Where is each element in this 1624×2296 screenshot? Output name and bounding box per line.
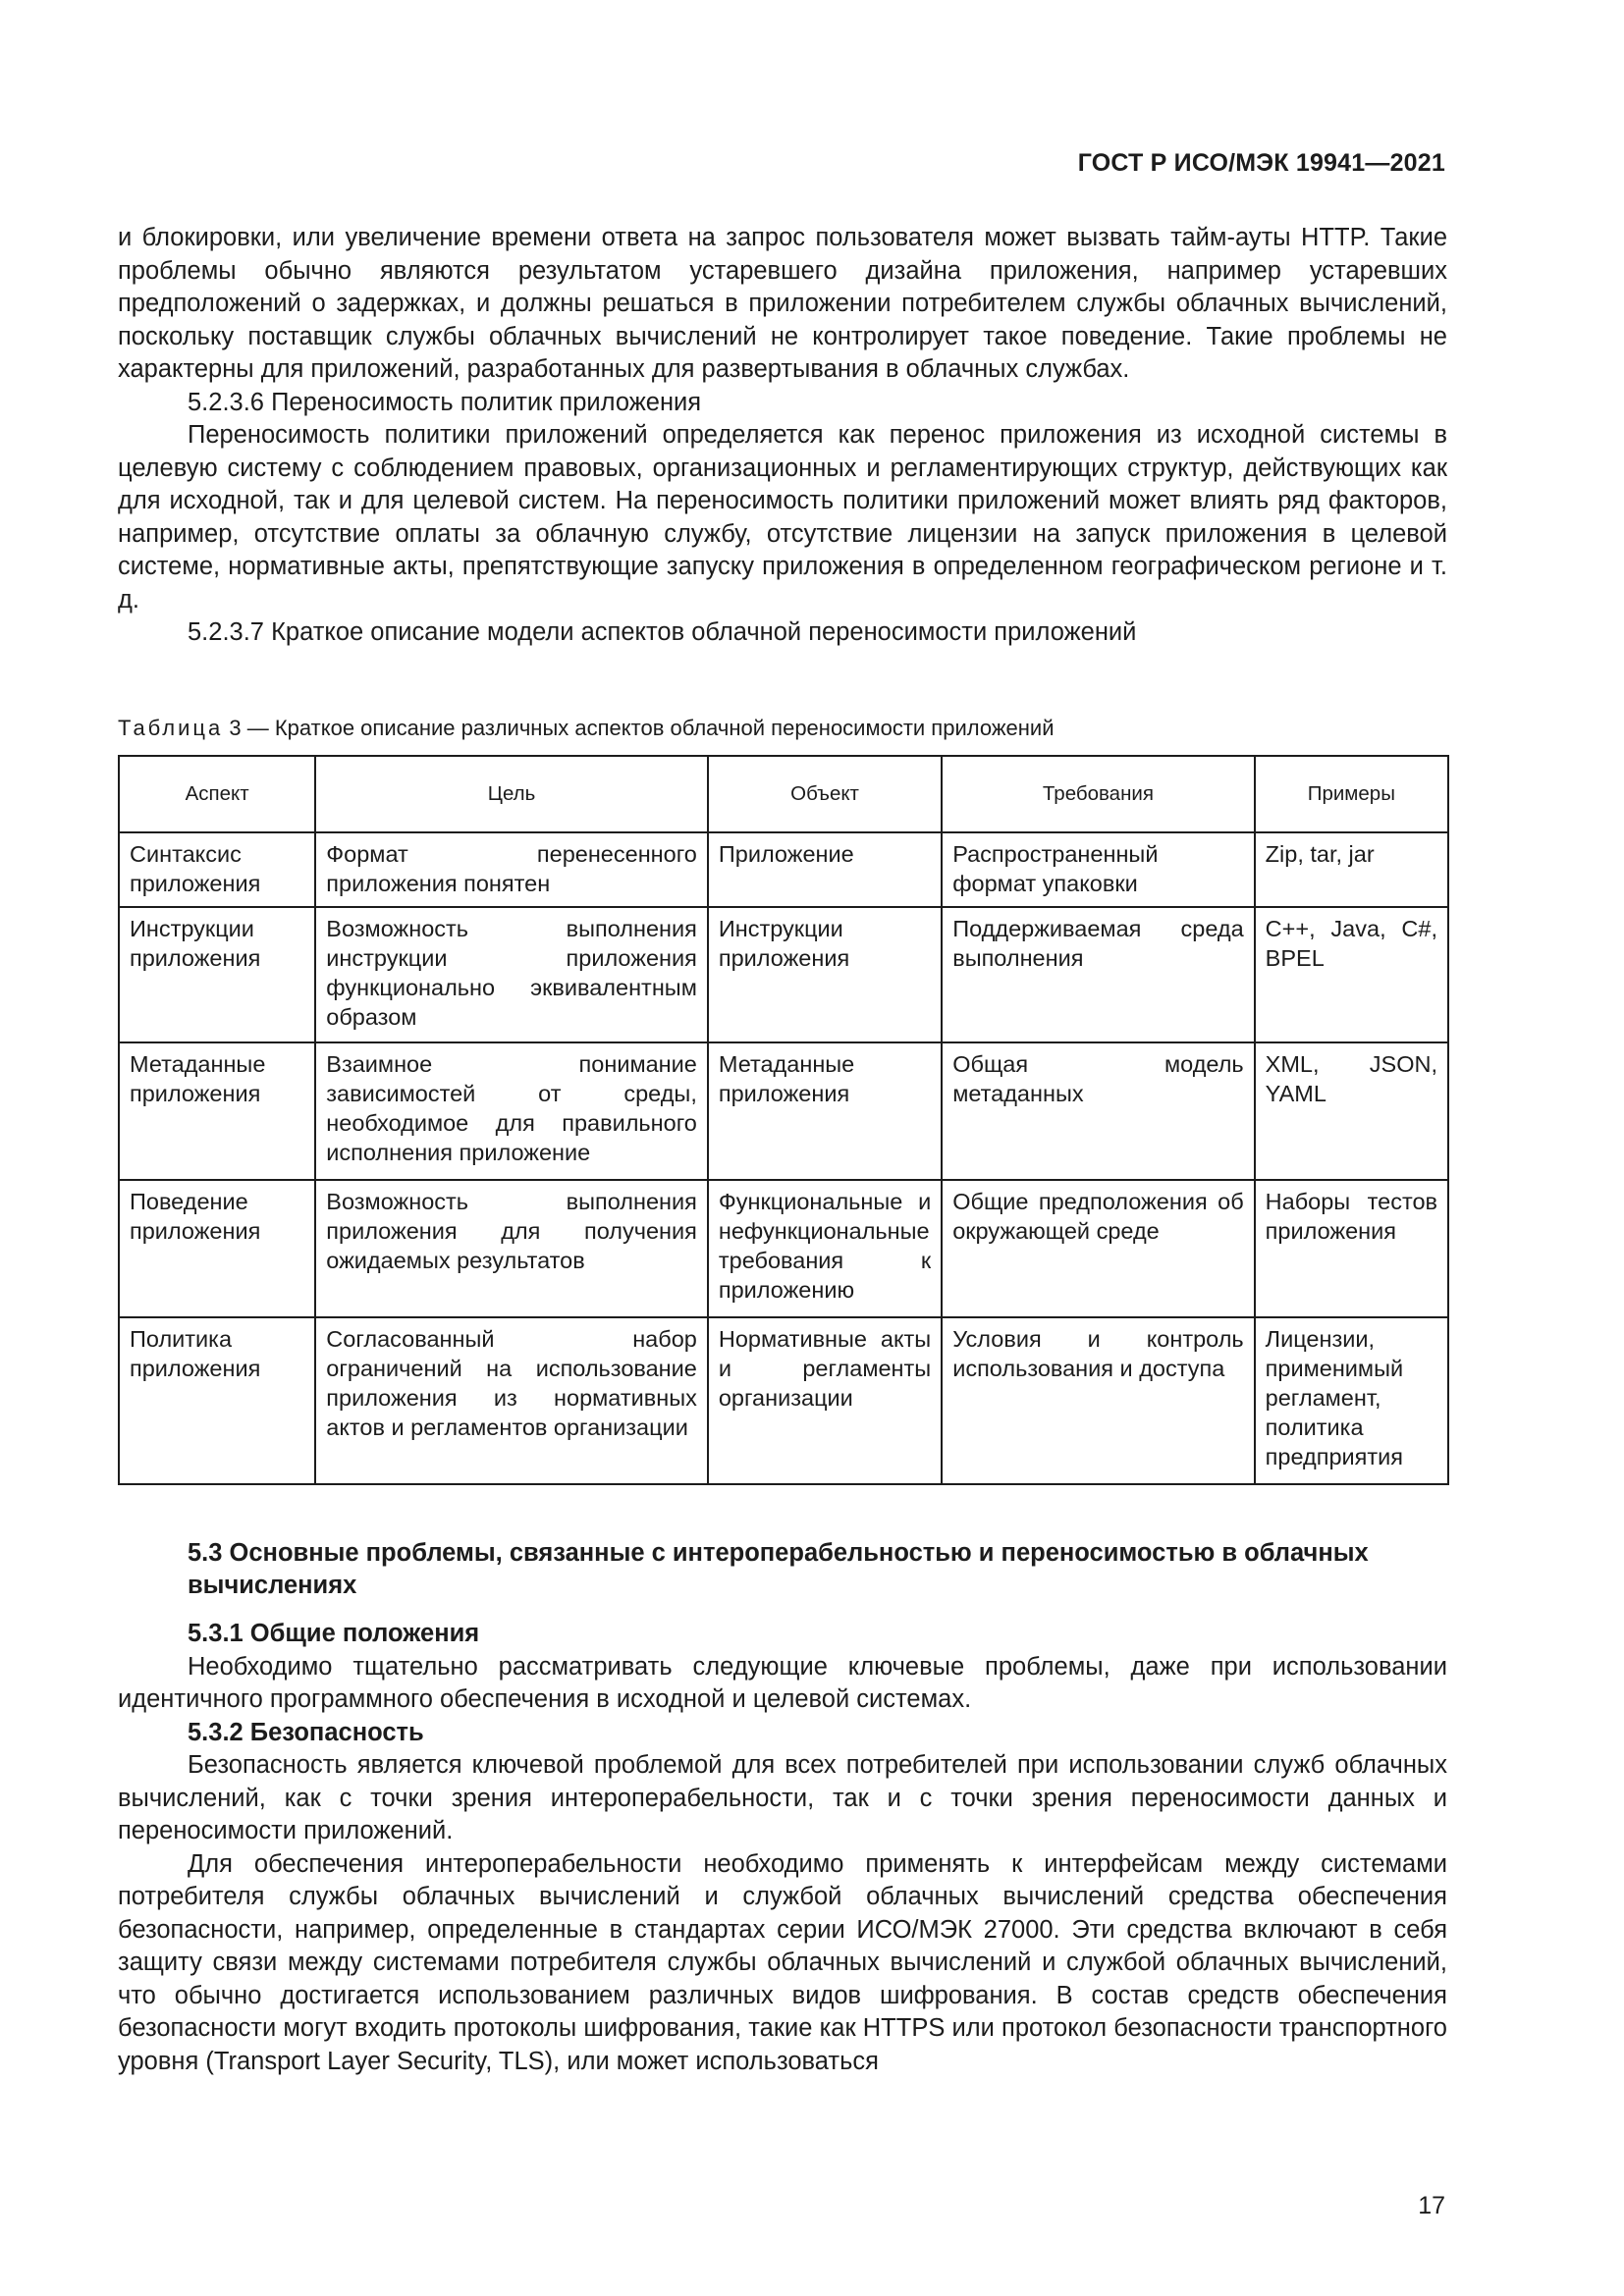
page-number: 17: [1418, 2192, 1445, 2219]
table-cell: Лицензии, применимый регламент, политика предприятия: [1255, 1317, 1448, 1484]
table-cell: Возможность выполнения инструкции приложения функционально эквивалентным образом: [315, 907, 708, 1042]
table-cell: Функциональные и нефункциональные требования к приложению: [708, 1180, 942, 1317]
table-cell: Метаданные приложения: [708, 1042, 942, 1180]
table-cell: Общие предположения об окружающей среде: [942, 1180, 1254, 1317]
table-cell: Взаимное понимание зависимостей от среды, необходимое для правильного исполнения приложение: [315, 1042, 708, 1180]
table-row: [119, 1180, 1448, 1317]
table-cell: Наборы тестов приложения: [1255, 1180, 1448, 1317]
table-cell: Синтаксис приложения: [119, 832, 315, 907]
table-cell: Метаданные приложения: [119, 1042, 315, 1180]
aspects-table: [118, 755, 1449, 1485]
table-cell: Согласованный набор ограничений на использование приложения из нормативных актов и регламентов организации: [315, 1317, 708, 1484]
paragraph: Безопасность является ключевой проблемой для всех потребителей при использовании служб облачных вычислений, как с точки зрения интероперабельности, так и с точки зрения переносимости данных и переносимости приложений.: [118, 1751, 1447, 1844]
document-header: ГОСТ Р ИСО/МЭК 19941—2021: [1077, 149, 1445, 177]
paragraph: Для обеспечения интероперабельности необходимо применять к интерфейсам между системами потребителя службы облачных вычислений и службой облачных вычислений средства обеспечения безопасности, например, определенные в стандартах серии ИСО/МЭК 27000. Эти средства включают в себя защиту связи между системами потребителя службы облачных вычислений и службой облачных вычислений, что обычно достигается использованием различных видов шифрования. В состав средств обеспечения безопасности могут входить протоколы шифрования, такие как HTTPS или протокол безопасности транспортного уровня (Transport Layer Security, TLS), или может использоваться: [118, 1849, 1447, 2075]
table-cell: Условия и контроль использования и доступа: [942, 1317, 1254, 1484]
table-cell: Инструкции приложения: [708, 907, 942, 1042]
table-row: [119, 1042, 1448, 1180]
table-cell: Политика приложения: [119, 1317, 315, 1484]
table-row: [119, 907, 1448, 1042]
table-cell: Приложение: [708, 832, 942, 907]
table-cell: C++, Java, C#, BPEL: [1255, 907, 1448, 1042]
table-cell: Поведение приложения: [119, 1180, 315, 1317]
body-text-bottom: [118, 1618, 1447, 2078]
subsection-heading: 5.2.3.6 Переносимость политик приложения: [188, 388, 702, 416]
table-cell: Общая модель метаданных: [942, 1042, 1254, 1180]
table-cell: XML, JSON, YAML: [1255, 1042, 1448, 1180]
table-cell: Возможность выполнения приложения для получения ожидаемых результатов: [315, 1180, 708, 1317]
table-header-row: [119, 756, 1448, 832]
table-row: [119, 832, 1448, 907]
table-cell: Инструкции приложения: [119, 907, 315, 1042]
table-cell: Поддерживаемая среда выполнения: [942, 907, 1254, 1042]
column-header: Объект: [708, 756, 942, 832]
column-header: Аспект: [119, 756, 315, 832]
table-cell: Нормативные акты и регламенты организации: [708, 1317, 942, 1484]
paragraph: Переносимость политики приложений определяется как перенос приложения из исходной системы в целевую систему с соблюдением правовых, организационных и регламентирующих структур, действующих как для исходной, так и для целевой систем. На переносимость политики приложений может влиять ряд факторов, например, отсутствие оплаты за облачную службу, отсутствие лицензии на запуск приложения в целевой системе, нормативные акты, препятствующие запуску приложения в определенном географическом регионе и т. д.: [118, 421, 1447, 614]
column-header: Примеры: [1255, 756, 1448, 832]
table-row: [119, 1317, 1448, 1484]
table-cell: Формат перенесенного приложения понятен: [315, 832, 708, 907]
column-header: Цель: [315, 756, 708, 832]
body-text-top: [118, 222, 1447, 650]
table-cell: Zip, tar, jar: [1255, 832, 1448, 907]
column-header: Требования: [942, 756, 1254, 832]
table-cell: Распространенный формат упаковки: [942, 832, 1254, 907]
table-caption-label: Таблица: [118, 716, 224, 740]
table-caption: [118, 714, 1055, 743]
paragraph: и блокировки, или увеличение времени ответа на запрос пользователя может вызвать тайм-ауты HTTP. Такие проблемы обычно являются результатом устаревшего дизайна приложения, например устаревших предположений о задержках, и должны решаться в приложении потребителем службы облачных вычислений, поскольку поставщик службы облачных вычислений не контролирует такое поведение. Такие проблемы не характерны для приложений, разработанных для развертывания в облачных службах.: [118, 224, 1447, 383]
paragraph: Необходимо тщательно рассматривать следующие ключевые проблемы, даже при использовании идентичного программного обеспечения в исходной и целевой системах.: [118, 1652, 1447, 1713]
subsection-heading: 5.3.2 Безопасность: [188, 1718, 424, 1746]
section-heading: 5.3 Основные проблемы, связанные с интероперабельностью и переносимостью в облачных вычислениях: [188, 1539, 1369, 1599]
subsection-heading: 5.2.3.7 Краткое описание модели аспектов облачной переносимости приложений: [188, 618, 1137, 646]
table-caption-text: 3 — Краткое описание различных аспектов облачной переносимости приложений: [229, 716, 1055, 740]
subsection-heading: 5.3.1 Общие положения: [188, 1620, 480, 1647]
